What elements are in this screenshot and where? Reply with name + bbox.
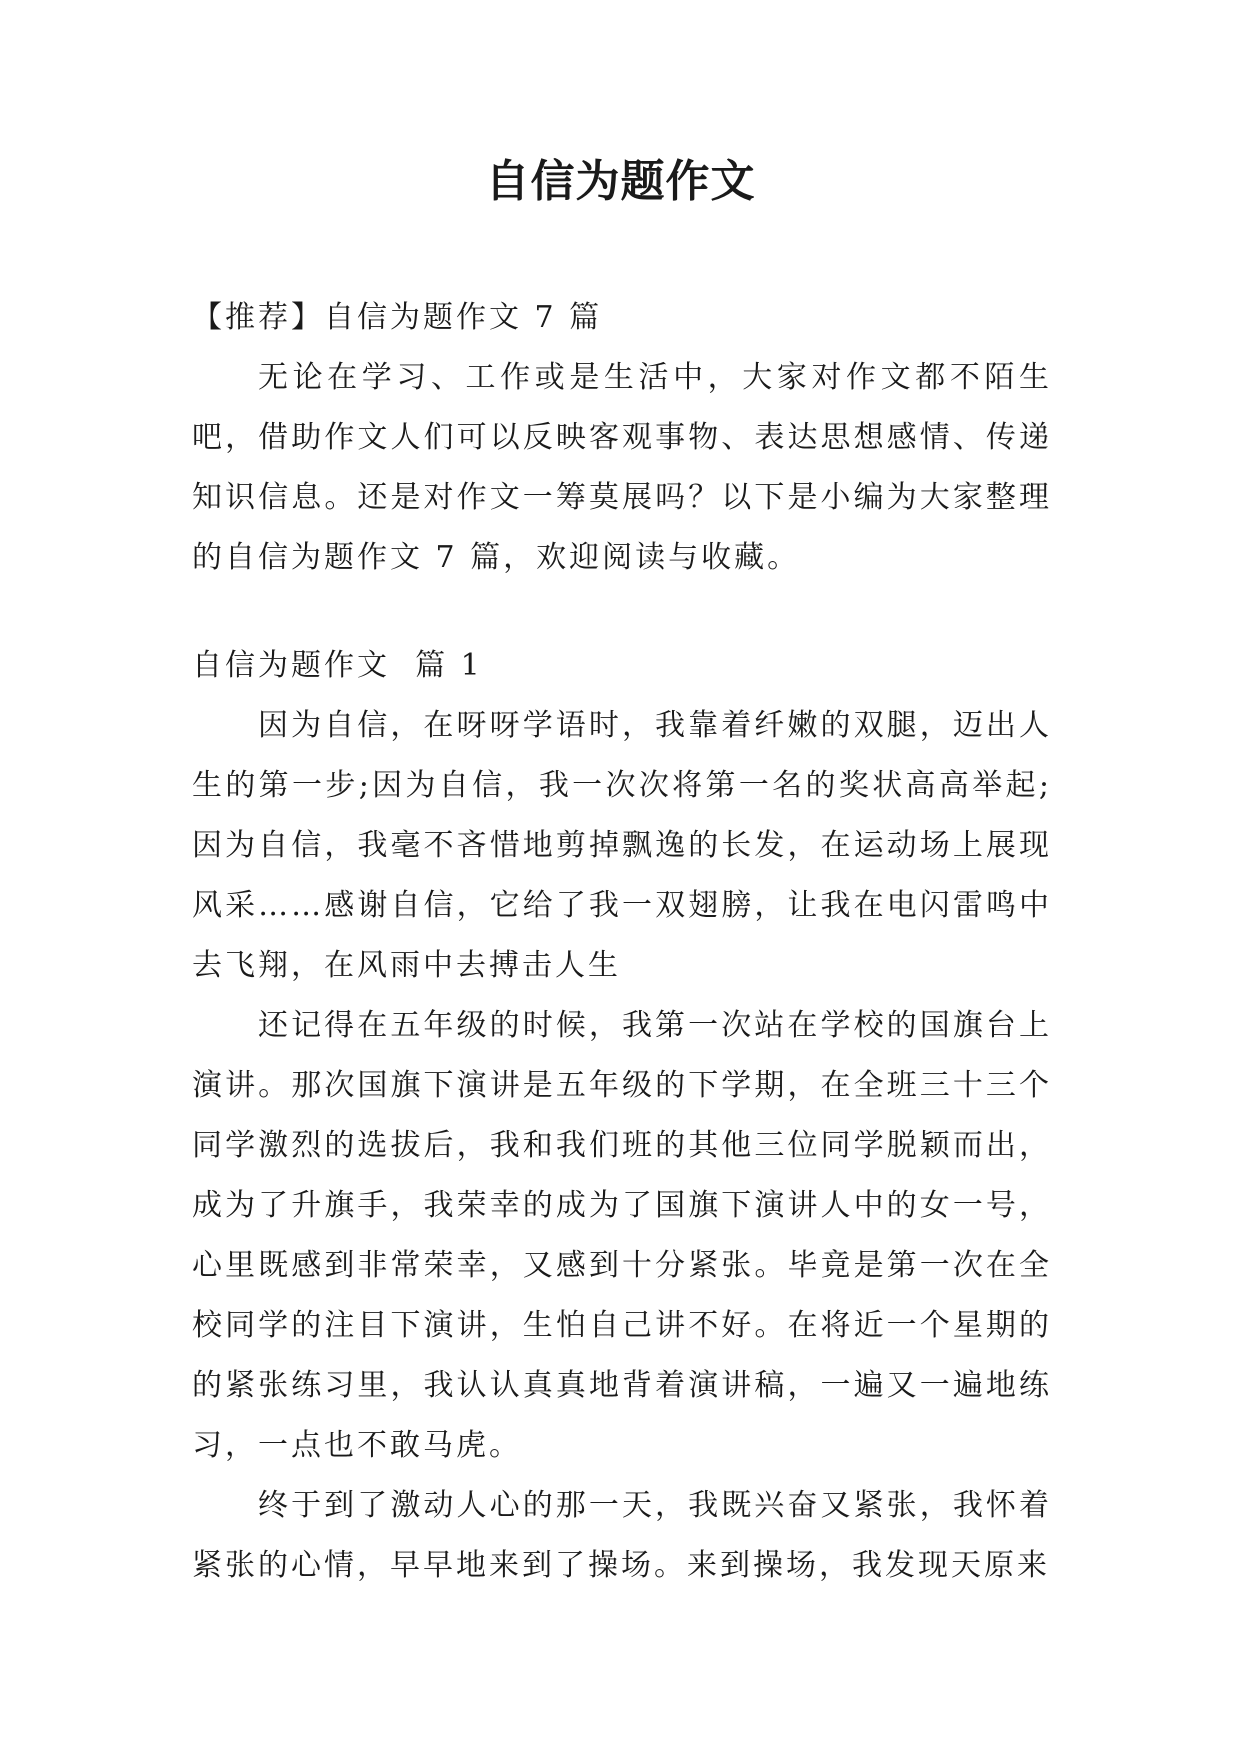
intro-block (192, 288, 1052, 588)
intro-paragraph: 无论在学习、工作或是生活中，大家对作文都不陌生吧，借助作文人们可以反映客观事物、表达思想感情、传递知识信息。还是对作文一筹莫展吗？以下是小编为大家整理的自信为题作文 7 篇，欢迎阅读与收藏。 (192, 360, 1052, 575)
document-title: 自信为题作文 (485, 156, 756, 207)
body-paragraph-2: 还记得在五年级的时候，我第一次站在学校的国旗台上演讲。那次国旗下演讲是五年级的下学期，在全班三十三个同学激烈的选拔后，我和我们班的其他三位同学脱颖而出，成为了升旗手，我荣幸的成为了国旗下演讲人中的女一号，心里既感到非常荣幸，又感到十分紧张。毕竟是第一次在全校同学的注目下演讲，生怕自己讲不好。在将近一个星期的的紧张练习里，我认认真真地背着演讲稿，一遍又一遍地练习，一点也不敢马虎。 (192, 1008, 1052, 1463)
body-paragraph-3: 终于到了激动人心的那一天，我既兴奋又紧张，我怀着紧张的心情，早早地来到了操场。来到操场，我发现天原来 (192, 1488, 1052, 1583)
section-heading: 自信为题作文 篇 1 (192, 648, 483, 683)
subtitle-line: 【推荐】自信为题作文 7 篇 (192, 300, 603, 335)
section-1 (192, 636, 1052, 1596)
body-paragraph-1: 因为自信，在呀呀学语时，我靠着纤嫩的双腿，迈出人生的第一步;因为自信，我一次次将第一名的奖状高高举起;因为自信，我毫不吝惜地剪掉飘逸的长发，在运动场上展现风采……感谢自信，它给了我一双翅膀，让我在电闪雷鸣中去飞翔，在风雨中去搏击人生 (192, 708, 1052, 983)
